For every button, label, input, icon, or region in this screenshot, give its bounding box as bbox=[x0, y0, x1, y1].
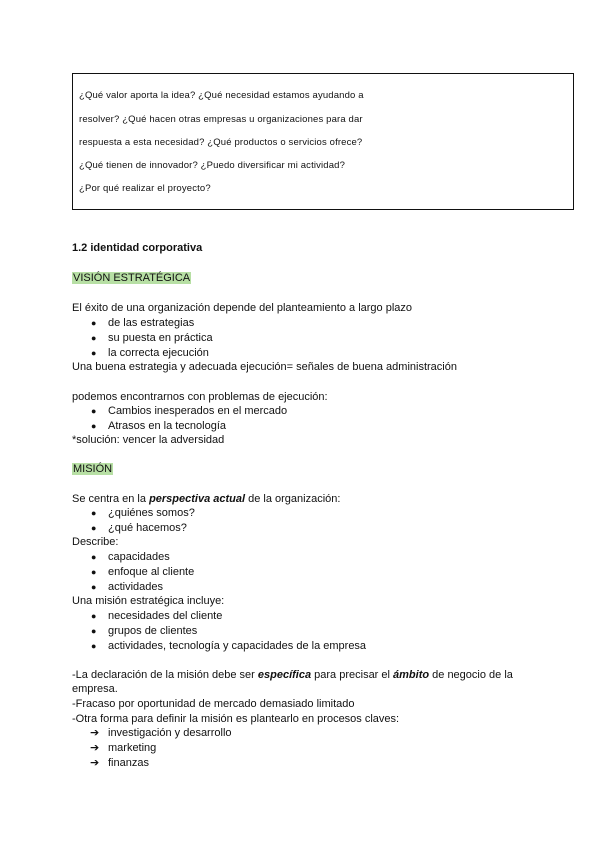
arrow-icon: ➔ bbox=[90, 742, 100, 754]
bullet-icon: ● bbox=[91, 523, 97, 533]
bullet-icon: ● bbox=[91, 641, 97, 651]
fracaso-line: -Fracaso por oportunidad de mercado demasiado limitado bbox=[72, 698, 355, 710]
bullet-icon: ● bbox=[91, 611, 97, 621]
list-item: actividades, tecnología y capacidades de la empresa bbox=[108, 640, 367, 652]
list-item: Atrasos en la tecnología bbox=[108, 420, 227, 432]
box-line: resolver? ¿Qué hacen otras empresas u organizaciones para dar bbox=[79, 114, 363, 125]
list-item: su puesta en práctica bbox=[108, 332, 213, 344]
box-line: ¿Por qué realizar el proyecto? bbox=[79, 183, 211, 194]
bullet-icon: ● bbox=[91, 406, 97, 416]
bullet-icon: ● bbox=[91, 318, 97, 328]
list-item: actividades bbox=[108, 581, 164, 593]
section-heading: 1.2 identidad corporativa bbox=[72, 242, 203, 254]
declaration-cont: empresa. bbox=[72, 683, 118, 695]
vision-summary: Una buena estrategia y adecuada ejecución= señales de buena administración bbox=[72, 361, 457, 373]
list-item: capacidades bbox=[108, 551, 170, 563]
arrow-icon: ➔ bbox=[90, 727, 100, 739]
box-line: ¿Qué valor aporta la idea? ¿Qué necesidad estamos ayudando a bbox=[79, 90, 364, 101]
list-item: ¿qué hacemos? bbox=[108, 522, 187, 534]
describe-label: Describe: bbox=[72, 536, 119, 548]
includes-label: Una misión estratégica incluye: bbox=[72, 595, 225, 607]
list-item: necesidades del cliente bbox=[108, 610, 223, 622]
bullet-icon: ● bbox=[91, 552, 97, 562]
vision-title: VISIÓN ESTRATÉGICA bbox=[73, 272, 191, 284]
list-item: enfoque al cliente bbox=[108, 566, 195, 578]
bullet-icon: ● bbox=[91, 567, 97, 577]
list-item: grupos de clientes bbox=[108, 625, 198, 637]
questions-box bbox=[72, 73, 574, 210]
list-item: de las estrategias bbox=[108, 317, 195, 329]
list-item: ¿quiénes somos? bbox=[108, 507, 195, 519]
bullet-icon: ● bbox=[91, 348, 97, 358]
bullet-icon: ● bbox=[91, 508, 97, 518]
list-item: finanzas bbox=[108, 757, 149, 769]
bullet-icon: ● bbox=[91, 333, 97, 343]
list-item: marketing bbox=[108, 742, 157, 754]
arrow-icon: ➔ bbox=[90, 757, 100, 769]
list-item: Cambios inesperados en el mercado bbox=[108, 405, 288, 417]
box-line: respuesta a esta necesidad? ¿Qué productos o servicios ofrece? bbox=[79, 137, 363, 148]
bullet-icon: ● bbox=[91, 421, 97, 431]
otra-line: -Otra forma para definir la misión es plantearlo en procesos claves: bbox=[72, 713, 400, 725]
mision-title: MISIÓN bbox=[73, 463, 113, 475]
list-item: la correcta ejecución bbox=[108, 347, 209, 359]
solution-note: *solución: vencer la adversidad bbox=[72, 434, 225, 446]
bullet-icon: ● bbox=[91, 582, 97, 592]
declaration-line: -La declaración de la misión debe ser específica para precisar el ámbito de negocio de la bbox=[72, 669, 513, 681]
bullet-icon: ● bbox=[91, 626, 97, 636]
box-line: ¿Qué tienen de innovador? ¿Puedo diversificar mi actividad? bbox=[79, 160, 346, 171]
mision-focus: Se centra en la perspectiva actual de la organización: bbox=[72, 493, 341, 505]
list-item: investigación y desarrollo bbox=[108, 727, 232, 739]
vision-intro: El éxito de una organización depende del planteamiento a largo plazo bbox=[72, 302, 413, 314]
problems-intro: podemos encontrarnos con problemas de ejecución: bbox=[72, 391, 328, 403]
